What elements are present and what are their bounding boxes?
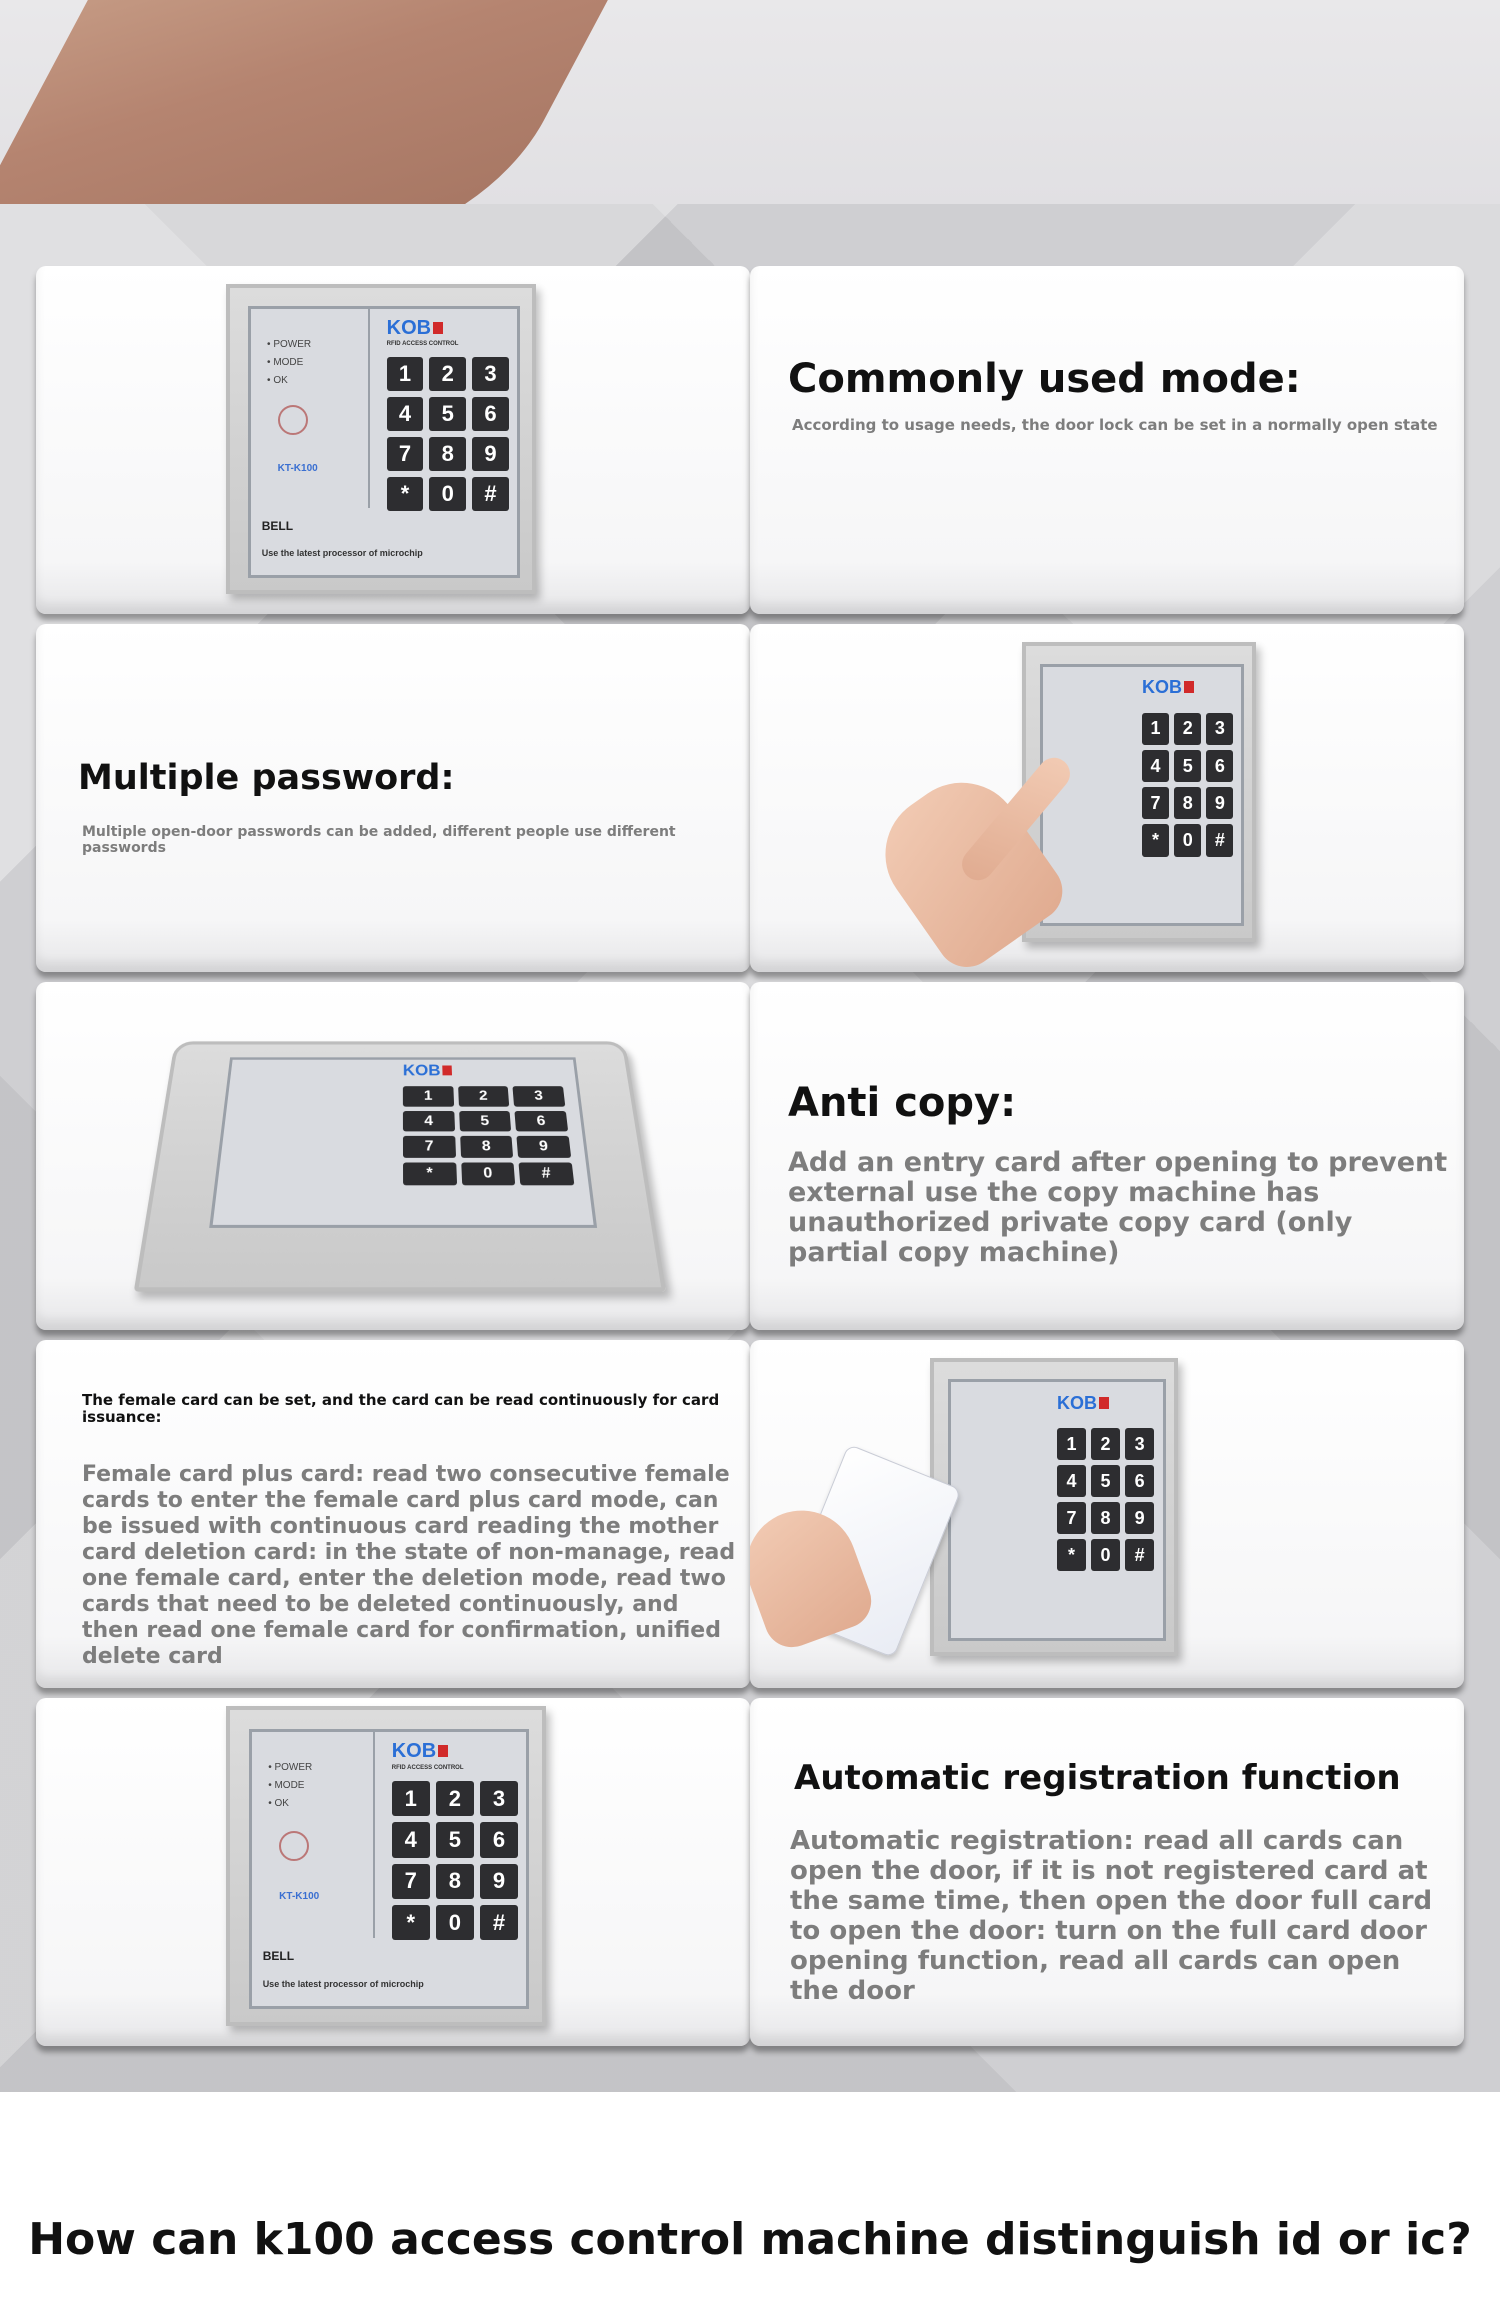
text-card xyxy=(750,982,1464,1330)
text-card xyxy=(750,266,1464,614)
device-model: KT-K100 xyxy=(277,463,318,475)
device-image-card xyxy=(36,982,750,1330)
keypad-device-image xyxy=(226,284,536,594)
device-subtitle: RFID ACCESS CONTROL xyxy=(386,340,459,347)
section-description: Multiple open-door passwords can be added, different people use different passwords xyxy=(82,824,676,856)
brand-logo: KOB xyxy=(387,317,443,340)
section-title: Multiple password: xyxy=(78,758,455,798)
key: 4 xyxy=(387,397,424,431)
key: # xyxy=(472,477,509,511)
feature-row-5 xyxy=(36,1698,1464,2046)
key: 0 xyxy=(429,477,466,511)
section-description: Automatic registration: read all cards can open the door, if it is not registered card at the same time, then open the door full card to open the door: turn on the full card door opening function, read all cards can open the door xyxy=(790,1826,1433,2006)
top-photo-strip xyxy=(0,0,1500,204)
device-image-card xyxy=(750,624,1464,972)
key: 2 xyxy=(429,357,466,391)
section-title: Anti copy: xyxy=(788,1080,1017,1126)
key: * xyxy=(387,477,424,511)
device-image-card xyxy=(36,1698,750,2046)
section-title: The female card can be set, and the card can be read continuously for card issuance: xyxy=(82,1391,720,1426)
text-card xyxy=(750,1698,1464,2046)
keypad xyxy=(387,357,509,511)
text-card xyxy=(36,624,750,972)
bell-label: BELL xyxy=(261,519,294,534)
section-title: Commonly used mode: xyxy=(788,356,1301,402)
keypad-device-image: KOB 1 2 3 4 5 6 7 8 9 * 0 # xyxy=(930,1358,1178,1656)
keypad: 1 2 3 4 5 6 7 8 9 * 0 # xyxy=(403,1086,574,1184)
key: 1 xyxy=(387,357,424,391)
keypad: 1 2 3 4 5 6 7 8 9 * 0 # xyxy=(392,1781,518,1940)
device-image-card xyxy=(36,266,750,614)
section-description: Add an entry card after opening to prevent external use the copy machine has unauthorized private copy card (only partial copy machine) xyxy=(788,1147,1448,1268)
led-label: • MODE xyxy=(267,356,304,368)
key: 9 xyxy=(472,437,509,471)
text-card xyxy=(36,1340,750,1688)
key: 5 xyxy=(429,397,466,431)
key: 3 xyxy=(472,357,509,391)
led-label: • POWER xyxy=(267,338,312,350)
keypad: 1 2 3 4 5 6 7 8 9 * 0 # xyxy=(1142,713,1233,857)
feature-row-4 xyxy=(36,1340,1464,1688)
keypad-device-image: • POWER • MODE • OK KOB RFID ACCESS CONTROL KT-K100 1 2 3 4 5 6 7 8 9 * 0 # BELL Use the latest processor of microchip xyxy=(226,1706,546,2026)
key: 6 xyxy=(472,397,509,431)
arm-photo xyxy=(0,0,640,204)
feature-row-2 xyxy=(36,624,1464,972)
page-title: How can k100 access control machine distinguish id or ic? xyxy=(28,2214,1472,2265)
feature-row-1 xyxy=(36,266,1464,614)
feature-row-3 xyxy=(36,982,1464,1330)
feature-panels xyxy=(0,204,1500,2092)
key: 7 xyxy=(387,437,424,471)
device-image-card xyxy=(750,1340,1464,1688)
section-description: According to usage needs, the door lock can be set in a normally open state xyxy=(792,416,1438,434)
rfid-icon xyxy=(278,405,308,435)
rfid-icon xyxy=(279,1831,309,1861)
section-description: Female card plus card: read two consecutive female cards to enter the female card plus card mode, can be issued with continuous card reading the mother card deletion card: in the state of non-manage, read one female card, enter the deletion mode, read two cards that need to be deleted continuously, and then read one female card for confirmation, unified delete card xyxy=(82,1462,736,1669)
key: 8 xyxy=(429,437,466,471)
led-label: • OK xyxy=(267,374,288,386)
section-title: Automatic registration function xyxy=(794,1758,1401,1798)
keypad: 1 2 3 4 5 6 7 8 9 * 0 # xyxy=(1057,1428,1154,1571)
device-caption: Use the latest processor of microchip xyxy=(261,548,423,559)
keypad-device-image: KOB 1 2 3 4 5 6 7 8 9 * 0 # xyxy=(134,1041,667,1291)
keypad-device-image: KOB 1 2 3 4 5 6 7 8 9 * 0 # xyxy=(1022,642,1256,942)
